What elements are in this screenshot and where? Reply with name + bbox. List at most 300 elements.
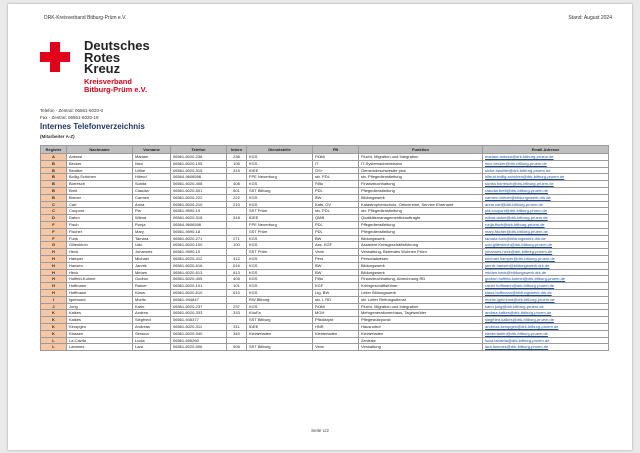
- org-header: DRK-Kreisverband Bitburg-Prüm e.V.: [44, 15, 127, 21]
- firstname-cell: Sunita: [133, 181, 171, 188]
- table-row: [41, 323, 609, 330]
- table-row: [41, 303, 609, 310]
- department-cell: IDEE: [247, 215, 313, 222]
- table-row: [41, 160, 609, 167]
- phone-cell: 06561-6020-271: [171, 235, 227, 242]
- lastname-cell: Coupont: [67, 208, 133, 215]
- register-cell: H: [41, 289, 67, 296]
- logo-line-1: Deutsches: [84, 38, 150, 53]
- table-row: [41, 310, 609, 317]
- intern-cell: 610: [227, 289, 247, 296]
- phone-cell: 06561-6020-506: [171, 344, 227, 351]
- email-link[interactable]: sunita.borresch@drk-bitburg-pruem.de: [483, 181, 609, 188]
- department-cell: SST Bitburg: [247, 317, 313, 324]
- fb-cell: Verw: [313, 249, 359, 256]
- register-cell: B: [41, 174, 67, 181]
- table-row: [41, 201, 609, 208]
- department-cell: KGS: [247, 276, 313, 283]
- intern-cell: [227, 208, 247, 215]
- phone-cell: 06561-6020-405: [171, 276, 227, 283]
- email-link[interactable]: andrea.kalkes@drk-bitburg-pruem.de: [483, 310, 609, 317]
- phone-cell: 06561-6020-311: [171, 323, 227, 330]
- department-cell: Kleiderladen: [247, 330, 313, 337]
- lastname-cell: Dahm: [67, 215, 133, 222]
- register-cell: H: [41, 276, 67, 283]
- table-row: [41, 337, 609, 344]
- intern-cell: [227, 221, 247, 228]
- table-row: [41, 296, 609, 303]
- intern-cell: 315: [227, 167, 247, 174]
- email-link[interactable]: carmen.breuer@bildungswerk.drk.de: [483, 194, 609, 201]
- phone-cell: 06561-6020-340: [171, 330, 227, 337]
- firstname-cell: Ulrike: [133, 167, 171, 174]
- intern-cell: [227, 317, 247, 324]
- department-cell: KGS: [247, 194, 313, 201]
- fb-cell: FiBu: [313, 276, 359, 283]
- function-cell: Personalwesen: [359, 255, 483, 262]
- firstname-cell: Lucia: [133, 337, 171, 344]
- fb-cell: PDL: [313, 221, 359, 228]
- register-cell: F: [41, 235, 67, 242]
- department-cell: KGS: [247, 154, 313, 161]
- lastname-cell: Hoffmann: [67, 283, 133, 290]
- lastname-cell: Breuer: [67, 194, 133, 201]
- table-row: [41, 344, 609, 351]
- date-header: Stand: August 2024: [568, 15, 612, 21]
- lastname-cell: Hamper: [67, 255, 133, 262]
- intern-cell: 405: [227, 276, 247, 283]
- fb-cell: FiBu: [313, 181, 359, 188]
- lastname-cell: Bollig-Schuhen: [67, 174, 133, 181]
- register-cell: G: [41, 242, 67, 249]
- register-cell: F: [41, 228, 67, 235]
- lastname-cell: Heck: [67, 249, 133, 256]
- lastname-cell: Lammes: [67, 344, 133, 351]
- function-cell: Kleiderladen: [359, 330, 483, 337]
- firstname-cell: Anna: [133, 201, 171, 208]
- department-cell: KGS: [247, 242, 313, 249]
- logo-sub-line-2: Bitburg-Prüm e.V.: [84, 85, 148, 94]
- phone-cell: 06561-6020-315: [171, 167, 227, 174]
- department-cell: KGS: [247, 255, 313, 262]
- lastname-cell: Fischer: [67, 228, 133, 235]
- department-cell: SST Prüm: [247, 228, 313, 235]
- phone-cell: 06561-6020-100: [171, 242, 227, 249]
- page-footer: Seite 1/2: [311, 428, 329, 433]
- table-row: [41, 276, 609, 283]
- department-cell: KGS: [247, 160, 313, 167]
- table-row: [41, 208, 609, 215]
- email-link[interactable]: anna.carl@drk-bitburg-pruem.de: [483, 201, 609, 208]
- firstname-cell: Andreas: [133, 323, 171, 330]
- phone-directory-table: [40, 145, 609, 351]
- email-link[interactable]: claudia.breit@drk-bitburg-pruem.de: [483, 187, 609, 194]
- email-link[interactable]: jannik.hansen@bildungswerk.drk.de: [483, 262, 609, 269]
- phone-cell: 06561-6020-318: [171, 215, 227, 222]
- fb-cell: Pers: [313, 255, 359, 262]
- drk-logo: [38, 34, 178, 102]
- document-title: Internes Telefonverzeichnis: [40, 122, 145, 131]
- table-row: [41, 194, 609, 201]
- phone-cell: 06561-6020-210: [171, 201, 227, 208]
- function-cell: Pflegestützpunkt: [359, 317, 483, 324]
- phone-cell: 06561-6020-613: [171, 269, 227, 276]
- fb-cell: Pflstützpkt: [313, 317, 359, 324]
- email-link[interactable]: hiltrud.bollig-schuhen@drk-bitburg-pruem.de: [483, 174, 609, 181]
- lastname-cell: La Cavita: [67, 337, 133, 344]
- firstname-cell: Pia: [133, 208, 171, 215]
- lastname-cell: Klassen: [67, 330, 133, 337]
- intern-cell: 333: [227, 310, 247, 317]
- lastname-cell: Fisch: [67, 221, 133, 228]
- table-row: [41, 269, 609, 276]
- table-row: [41, 154, 609, 161]
- intern-cell: [227, 296, 247, 303]
- register-cell: I: [41, 296, 67, 303]
- function-cell: Zentrale: [359, 337, 483, 344]
- lastname-cell: Hoffeld-Kuhnel: [67, 276, 133, 283]
- firstname-cell: Johannes: [133, 249, 171, 256]
- fb-cell: BW: [313, 235, 359, 242]
- logo-line-2: Rotes: [84, 49, 121, 65]
- fb-cell: [313, 337, 359, 344]
- lastname-cell: Hansen: [67, 262, 133, 269]
- register-cell: J: [41, 303, 67, 310]
- intern-cell: 236: [227, 154, 247, 161]
- lastname-cell: Breit: [67, 187, 133, 194]
- register-cell: B: [41, 167, 67, 174]
- table-row: [41, 242, 609, 249]
- register-cell: B: [41, 160, 67, 167]
- table-row: [41, 330, 609, 337]
- intern-cell: [227, 174, 247, 181]
- column-header: Intern: [227, 146, 247, 154]
- firstname-cell: Mary: [133, 228, 171, 235]
- fb-cell: Verw: [313, 344, 359, 351]
- phone-cell: 06564-9606598: [171, 221, 227, 228]
- function-cell: stv. Leiter Rettungsdienst: [359, 296, 483, 303]
- fb-cell: stv. PDL: [313, 174, 359, 181]
- email-link[interactable]: miriam.heck@bildungswerk.drk.de: [483, 269, 609, 276]
- table-row: [41, 249, 609, 256]
- register-cell: K: [41, 317, 67, 324]
- phone-cell: 06561-945377: [171, 317, 227, 324]
- firstname-cell: Nico: [133, 160, 171, 167]
- table-row: [41, 221, 609, 228]
- email-link[interactable]: klaus.hoffmann@bildungswerk.drk.de: [483, 289, 609, 296]
- register-cell: F: [41, 221, 67, 228]
- column-header: FB: [313, 146, 359, 154]
- email-link[interactable]: rainer.hoffmann@drk-bitburg-pruem.de: [483, 283, 609, 290]
- phone-cell: 06561-6020-408: [171, 181, 227, 188]
- function-cell: Flucht, Migration und Integration: [359, 154, 483, 161]
- phone-cell: 06561-695260: [171, 337, 227, 344]
- function-cell: IT-Systemadministrator: [359, 160, 483, 167]
- lastname-cell: Gillenkirch: [67, 242, 133, 249]
- red-cross-icon: [40, 42, 70, 72]
- email-link[interactable]: lara.lammes@drk-bitburg-pruem.de: [483, 344, 609, 351]
- firstname-cell: Tamara: [133, 235, 171, 242]
- email-link[interactable]: kleiderladen@drk-bitburg-pruem.de: [483, 330, 609, 337]
- lastname-cell: Funk: [67, 235, 133, 242]
- department-cell: IDEE: [247, 323, 313, 330]
- function-cell: Bildungswerk: [359, 262, 483, 269]
- department-cell: KGS: [247, 201, 313, 208]
- logo-subtitle: [84, 78, 147, 94]
- firstname-cell: Siegfried: [133, 317, 171, 324]
- fb-cell: Kleiderladen: [313, 330, 359, 337]
- register-cell: L: [41, 344, 67, 351]
- register-cell: D: [41, 215, 67, 222]
- intern-cell: 271: [227, 235, 247, 242]
- intern-cell: 311: [227, 323, 247, 330]
- email-link[interactable]: ronja.fisch@drk-bitburg-pruem.de: [483, 221, 609, 228]
- lastname-cell: Kerspgen: [67, 323, 133, 330]
- phone-cell: 06561-6020-105: [171, 160, 227, 167]
- function-cell: Pflegedienstleitung: [359, 228, 483, 235]
- firstname-cell: Simona: [133, 330, 171, 337]
- lastname-cell: Hoffmann: [67, 289, 133, 296]
- firstname-cell: Jannik: [133, 262, 171, 269]
- firstname-cell: Lara: [133, 344, 171, 351]
- email-link[interactable]: pia.coupont@drk-bitburg-pruem.de: [483, 208, 609, 215]
- function-cell: Kreisgeschäftsführer: [359, 283, 483, 290]
- function-cell: Bildungswerk: [359, 269, 483, 276]
- firstname-cell: Hiltrud: [133, 174, 171, 181]
- column-header: Dienststelle: [247, 146, 313, 154]
- lastname-cell: Carl: [67, 201, 133, 208]
- fb-cell: IT: [313, 160, 359, 167]
- function-cell: Katastrophenschutz, Ortsvereine, Service Ehrenamt: [359, 201, 483, 208]
- register-cell: K: [41, 323, 67, 330]
- fb-cell: GS+: [313, 167, 359, 174]
- firstname-cell: Udo: [133, 242, 171, 249]
- lastname-cell: Kalkes: [67, 317, 133, 324]
- fb-cell: FlüMi: [313, 154, 359, 161]
- intern-cell: [227, 228, 247, 235]
- fb-cell: PDL: [313, 228, 359, 235]
- table-row: [41, 181, 609, 188]
- department-cell: IDEE: [247, 167, 313, 174]
- department-cell: KGS: [247, 303, 313, 310]
- fb-cell: BW: [313, 262, 359, 269]
- contact-info: [40, 107, 103, 121]
- intern-cell: 222: [227, 194, 247, 201]
- table-row: [41, 228, 609, 235]
- firstname-cell: Andrea: [133, 310, 171, 317]
- contact-phone: Telefon - Zentral: 06561-6020-0: [40, 108, 104, 113]
- contact-fax: Fax - Zentral: 06561-6020-19: [40, 115, 99, 120]
- column-header: Vorname: [133, 146, 171, 154]
- table-row: [41, 215, 609, 222]
- intern-cell: 101: [227, 283, 247, 290]
- function-cell: Mehrgenerationenhaus, Tagesmütter: [359, 310, 483, 317]
- function-cell: Flucht, Migration und Integration: [359, 303, 483, 310]
- intern-cell: 237: [227, 303, 247, 310]
- firstname-cell: Moritz: [133, 296, 171, 303]
- fb-cell: FlüMi: [313, 303, 359, 310]
- department-cell: KöuFa: [247, 310, 313, 317]
- firstname-cell: Ronja: [133, 221, 171, 228]
- function-cell: Leiter Bildungswerk: [359, 289, 483, 296]
- intern-cell: 105: [227, 160, 247, 167]
- function-cell: Bildungswerk: [359, 194, 483, 201]
- department-cell: KGS: [247, 269, 313, 276]
- email-link[interactable]: andreas.kerspgen@drk-bitburg-pruem.de: [483, 323, 609, 330]
- department-cell: KGS: [247, 289, 313, 296]
- phone-cell: 06561-944847: [171, 296, 227, 303]
- register-cell: H: [41, 283, 67, 290]
- register-cell: K: [41, 310, 67, 317]
- fb-cell: BW: [313, 269, 359, 276]
- column-header: Telefon: [171, 146, 227, 154]
- lastname-cell: Borresch: [67, 181, 133, 188]
- email-link[interactable]: mariam.antossi@drk-bitburg-pruem.de: [483, 154, 609, 161]
- phone-cell: 06561-6020-237: [171, 303, 227, 310]
- department-cell: KGS: [247, 181, 313, 188]
- function-cell: Pflegedienstleitung: [359, 221, 483, 228]
- email-link[interactable]: johannes.heck@drk-bitburg-pruem.de: [483, 249, 609, 256]
- table-row: [41, 235, 609, 242]
- register-cell: H: [41, 255, 67, 262]
- phone-cell: 06561-6020-412: [171, 255, 227, 262]
- lastname-cell: Antossi: [67, 154, 133, 161]
- phone-cell: 06561-6020-610: [171, 289, 227, 296]
- fb-cell: Kats, OV: [313, 201, 359, 208]
- email-link[interactable]: moritz.igelmund@drk-bitburg-pruem.de: [483, 296, 609, 303]
- register-cell: H: [41, 249, 67, 256]
- function-cell: Verwaltung, Betreutes Wohnen Prüm: [359, 249, 483, 256]
- fb-cell: BW: [313, 194, 359, 201]
- fb-cell: Ass. KGF: [313, 242, 359, 249]
- intern-cell: 506: [227, 344, 247, 351]
- function-cell: Pflegedienstleitung: [359, 187, 483, 194]
- document-page: [8, 4, 632, 450]
- phone-cell: 06561-6020-501: [171, 187, 227, 194]
- register-cell: B: [41, 187, 67, 194]
- fb-cell: PDL: [313, 187, 359, 194]
- table-header-row: [41, 146, 609, 154]
- intern-cell: 501: [227, 187, 247, 194]
- table-row: [41, 289, 609, 296]
- table-row: [41, 255, 609, 262]
- intern-cell: 616: [227, 262, 247, 269]
- email-link[interactable]: lucia.lacavita@drk-bitburg-pruem.de: [483, 337, 609, 344]
- email-link[interactable]: siegfried.kalkes@drk-bitburg-pruem.de: [483, 317, 609, 324]
- function-cell: Verwaltung: [359, 344, 483, 351]
- table-row: [41, 174, 609, 181]
- function-cell: Hausnotruf: [359, 323, 483, 330]
- logo-wordmark: [84, 40, 150, 75]
- phone-cell: 06561-6020-616: [171, 262, 227, 269]
- email-link[interactable]: ulrike.beuttler@drk-bitburg-pruem.de: [483, 167, 609, 174]
- firstname-cell: Klaus: [133, 289, 171, 296]
- phone-cell: 06564-9606598: [171, 174, 227, 181]
- column-header: Nachname: [67, 146, 133, 154]
- email-link[interactable]: karin.jung@drk-bitburg-pruem.de: [483, 303, 609, 310]
- table-row: [41, 317, 609, 324]
- document-subtitle: (Mitarbeiter A-Z): [40, 134, 75, 139]
- intern-cell: [227, 249, 247, 256]
- firstname-cell: Karin: [133, 303, 171, 310]
- register-cell: C: [41, 208, 67, 215]
- department-cell: KGS: [247, 283, 313, 290]
- department-cell: RW Bitburg: [247, 296, 313, 303]
- email-link[interactable]: mary.fischer@drk-bitburg-pruem.de: [483, 228, 609, 235]
- function-cell: Finanzbuchhaltung: [359, 181, 483, 188]
- email-link[interactable]: wilma.dahm@drk-bitburg-pruem.de: [483, 215, 609, 222]
- department-cell: SST Prüm: [247, 208, 313, 215]
- register-cell: C: [41, 201, 67, 208]
- column-header: Register: [41, 146, 67, 154]
- phone-cell: 06561-6020-222: [171, 194, 227, 201]
- function-cell: stv. Pflegedienstleitung: [359, 208, 483, 215]
- logo-line-3: Kreuz: [84, 61, 121, 76]
- fb-cell: KGF: [313, 283, 359, 290]
- function-cell: Bildungswerk: [359, 235, 483, 242]
- function-cell: Assistent Kreisgeschäftsführung: [359, 242, 483, 249]
- intern-cell: 100: [227, 242, 247, 249]
- fb-cell: stv. PDL: [313, 208, 359, 215]
- department-cell: KGS: [247, 262, 313, 269]
- firstname-cell: Michael: [133, 255, 171, 262]
- email-link[interactable]: tamara.funk@bildungswerk.drk.de: [483, 235, 609, 242]
- intern-cell: 412: [227, 255, 247, 262]
- lastname-cell: Becker: [67, 160, 133, 167]
- firstname-cell: Wilma: [133, 215, 171, 222]
- fb-cell: QMB: [313, 215, 359, 222]
- department-cell: FPE Neuerburg: [247, 174, 313, 181]
- department-cell: SST Prüm: [247, 249, 313, 256]
- function-cell: Finanzbuchhaltung, Abrechnung RD: [359, 276, 483, 283]
- firstname-cell: Mariam: [133, 154, 171, 161]
- register-cell: B: [41, 194, 67, 201]
- email-link[interactable]: udo.gillenkirch@drk-bitburg-pruem.de: [483, 242, 609, 249]
- register-cell: K: [41, 330, 67, 337]
- register-cell: L: [41, 337, 67, 344]
- department-cell: KGS: [247, 235, 313, 242]
- email-link[interactable]: gudrun.hoffeld-kuhnel@drk-bitburg-pruem.de: [483, 276, 609, 283]
- table-row: [41, 262, 609, 269]
- register-cell: H: [41, 262, 67, 269]
- lastname-cell: Igelmund: [67, 296, 133, 303]
- fb-cell: HNR: [313, 323, 359, 330]
- fb-cell: Ltg. BW: [313, 289, 359, 296]
- email-link[interactable]: michael.hamper@drk-bitburg-pruem.de: [483, 255, 609, 262]
- lastname-cell: Jung: [67, 303, 133, 310]
- table-row: [41, 283, 609, 290]
- intern-cell: [227, 337, 247, 344]
- phone-cell: 06561-9590-18: [171, 228, 227, 235]
- intern-cell: 340: [227, 330, 247, 337]
- register-cell: A: [41, 154, 67, 161]
- firstname-cell: Claudia: [133, 187, 171, 194]
- phone-cell: 06561-9590-19: [171, 208, 227, 215]
- function-cell: Qualitätsmanagementbeauftragte: [359, 215, 483, 222]
- register-cell: B: [41, 181, 67, 188]
- firstname-cell: Carmen: [133, 194, 171, 201]
- phone-cell: 06561-6020-101: [171, 283, 227, 290]
- email-link[interactable]: nico.becker@drk-bitburg-pruem.de: [483, 160, 609, 167]
- table-row: [41, 187, 609, 194]
- lastname-cell: Beuttler: [67, 167, 133, 174]
- department-cell: SST Bitburg: [247, 187, 313, 194]
- fb-cell: stv. L RD: [313, 296, 359, 303]
- phone-cell: 06561-9590-10: [171, 249, 227, 256]
- intern-cell: 613: [227, 269, 247, 276]
- function-cell: Gemeindeschwester plus: [359, 167, 483, 174]
- column-header: Funktion: [359, 146, 483, 154]
